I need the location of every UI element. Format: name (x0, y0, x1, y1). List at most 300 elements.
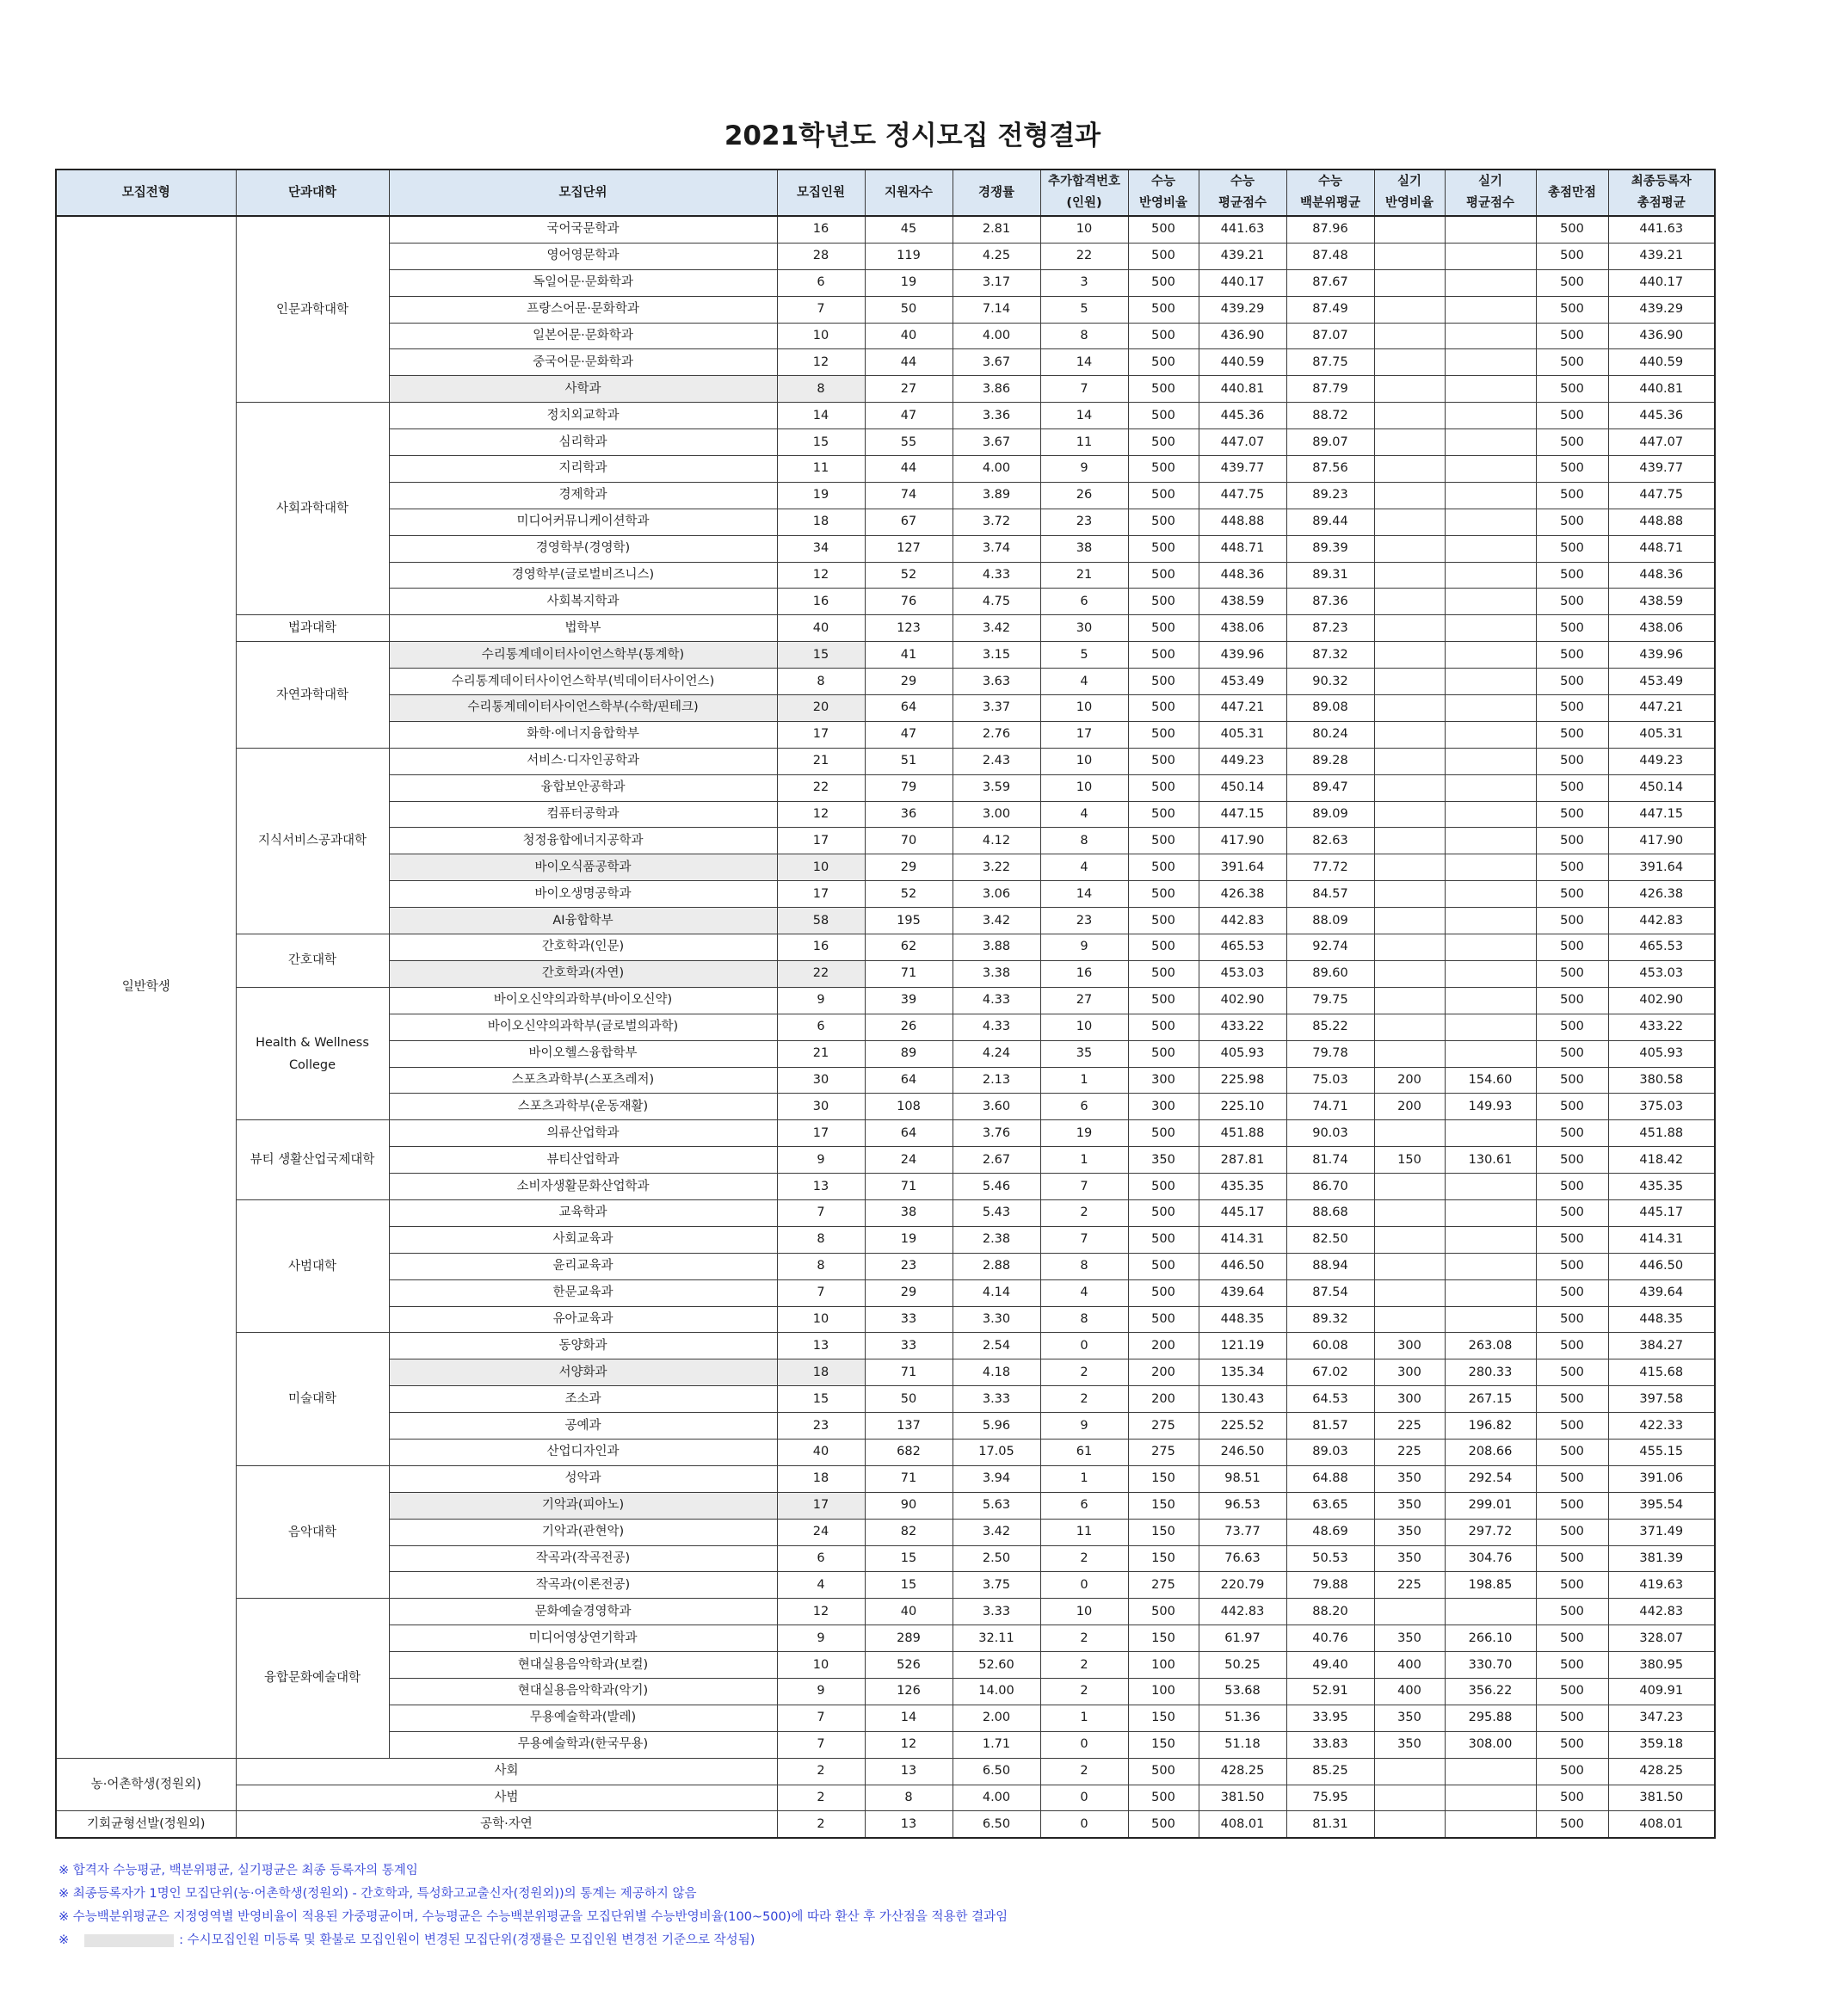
data-cell: 3.33 (953, 1386, 1040, 1413)
data-cell: 500 (1128, 589, 1199, 615)
data-cell: 500 (1128, 642, 1199, 669)
data-cell: 500 (1128, 801, 1199, 828)
data-cell: 51.18 (1199, 1731, 1286, 1758)
data-cell: 447.75 (1199, 482, 1286, 509)
data-cell: 442.83 (1199, 1599, 1286, 1625)
data-cell: 453.03 (1608, 960, 1715, 987)
data-cell: 4.24 (953, 1040, 1040, 1067)
data-cell: 64 (865, 1120, 953, 1147)
data-cell (1445, 376, 1536, 403)
data-cell: 8 (1040, 323, 1128, 349)
data-cell: 465.53 (1199, 934, 1286, 961)
data-cell: 7 (1040, 376, 1128, 403)
recruit-unit-cell: 유아교육과 (389, 1306, 777, 1333)
data-cell: 5.43 (953, 1199, 1040, 1226)
data-cell: 500 (1128, 1040, 1199, 1067)
data-cell: 405.31 (1199, 721, 1286, 748)
data-cell (1445, 828, 1536, 854)
data-cell: 86.70 (1286, 1174, 1374, 1200)
data-cell: 17 (777, 828, 865, 854)
data-cell: 356.22 (1445, 1678, 1536, 1705)
data-cell: 16 (777, 934, 865, 961)
data-cell: 500 (1536, 1067, 1608, 1094)
data-cell: 87.32 (1286, 642, 1374, 669)
data-cell: 500 (1536, 1174, 1608, 1200)
data-cell: 34 (777, 535, 865, 562)
data-cell: 500 (1536, 1811, 1608, 1838)
data-cell: 12 (777, 562, 865, 589)
data-cell (1374, 642, 1445, 669)
data-cell (1445, 1785, 1536, 1811)
data-cell (1445, 695, 1536, 722)
data-cell: 75.95 (1286, 1785, 1374, 1811)
data-cell (1445, 774, 1536, 801)
data-cell: 439.64 (1199, 1279, 1286, 1306)
data-cell: 23 (865, 1253, 953, 1279)
data-cell: 391.64 (1608, 854, 1715, 881)
recruit-unit-cell: 프랑스어문·문화학과 (389, 296, 777, 323)
data-cell: 52.91 (1286, 1678, 1374, 1705)
data-cell: 2 (777, 1785, 865, 1811)
data-cell: 26 (865, 1014, 953, 1040)
data-cell: 121.19 (1199, 1333, 1286, 1359)
data-cell: 17 (777, 1492, 865, 1519)
data-cell: 2.88 (953, 1253, 1040, 1279)
data-cell: 225.10 (1199, 1094, 1286, 1120)
data-cell: 58 (777, 908, 865, 934)
admission-type-cell: 기회균형선발(정원외) (56, 1811, 236, 1838)
table-row (56, 1199, 1715, 1226)
data-cell: 82 (865, 1519, 953, 1545)
data-cell: 4.33 (953, 1014, 1040, 1040)
recruit-unit-cell: 작곡과(이론전공) (389, 1572, 777, 1599)
data-cell: 402.90 (1199, 987, 1286, 1014)
data-cell: 64 (865, 695, 953, 722)
data-cell: 304.76 (1445, 1545, 1536, 1572)
table-row (56, 642, 1715, 669)
data-cell: 4.12 (953, 828, 1040, 854)
data-cell: 1.71 (953, 1731, 1040, 1758)
data-cell: 3.67 (953, 429, 1040, 456)
data-cell: 5.63 (953, 1492, 1040, 1519)
data-cell (1374, 323, 1445, 349)
data-cell: 500 (1536, 535, 1608, 562)
data-cell: 41 (865, 642, 953, 669)
column-header: 실기 평균점수 (1445, 170, 1536, 216)
data-cell: 1 (1040, 1705, 1128, 1731)
data-cell: 88.94 (1286, 1253, 1374, 1279)
data-cell (1374, 1174, 1445, 1200)
recruit-unit-cell: 국어국문학과 (389, 216, 777, 243)
data-cell: 300 (1374, 1386, 1445, 1413)
data-cell: 130.61 (1445, 1147, 1536, 1174)
recruit-unit-cell: 수리통계데이터사이언스학부(통계학) (389, 642, 777, 669)
data-cell: 500 (1536, 721, 1608, 748)
data-cell: 445.36 (1608, 403, 1715, 429)
data-cell (1374, 774, 1445, 801)
data-cell: 88.72 (1286, 403, 1374, 429)
data-cell: 405.93 (1199, 1040, 1286, 1067)
data-cell: 40 (777, 1439, 865, 1465)
data-cell: 4.18 (953, 1359, 1040, 1386)
data-cell: 17 (777, 1120, 865, 1147)
data-cell: 417.90 (1199, 828, 1286, 854)
data-cell: 87.56 (1286, 456, 1374, 483)
data-cell: 74.71 (1286, 1094, 1374, 1120)
recruit-unit-cell: 작곡과(작곡전공) (389, 1545, 777, 1572)
data-cell: 433.22 (1608, 1014, 1715, 1040)
data-cell: 18 (777, 1359, 865, 1386)
data-cell: 500 (1536, 987, 1608, 1014)
data-cell: 500 (1128, 403, 1199, 429)
data-cell: 130.43 (1199, 1386, 1286, 1413)
data-cell: 350 (1374, 1731, 1445, 1758)
data-cell: 3.86 (953, 376, 1040, 403)
data-cell: 447.15 (1608, 801, 1715, 828)
data-cell: 439.21 (1608, 243, 1715, 269)
data-cell: 500 (1536, 1625, 1608, 1652)
data-cell (1445, 1226, 1536, 1253)
data-cell: 275 (1128, 1413, 1199, 1440)
data-cell: 500 (1536, 243, 1608, 269)
data-cell: 10 (1040, 216, 1128, 243)
data-cell: 500 (1128, 1120, 1199, 1147)
data-cell: 3 (1040, 269, 1128, 296)
data-cell: 23 (1040, 509, 1128, 535)
data-cell (1445, 349, 1536, 376)
college-cell: 미술대학 (236, 1333, 389, 1465)
data-cell: 33 (865, 1333, 953, 1359)
data-cell: 300 (1128, 1067, 1199, 1094)
data-cell: 89.09 (1286, 801, 1374, 828)
data-cell: 88.68 (1286, 1199, 1374, 1226)
data-cell: 52 (865, 562, 953, 589)
data-cell: 40 (865, 1599, 953, 1625)
recruit-unit-cell: 정치외교학과 (389, 403, 777, 429)
table-row (56, 1758, 1715, 1785)
data-cell: 200 (1128, 1359, 1199, 1386)
data-cell: 39 (865, 987, 953, 1014)
data-cell (1445, 535, 1536, 562)
data-cell: 500 (1536, 1253, 1608, 1279)
data-cell: 22 (777, 774, 865, 801)
table-body (56, 216, 1715, 1838)
data-cell: 2 (1040, 1386, 1128, 1413)
data-cell: 0 (1040, 1333, 1128, 1359)
data-cell: 422.33 (1608, 1413, 1715, 1440)
data-cell: 2 (777, 1811, 865, 1838)
data-cell: 440.81 (1608, 376, 1715, 403)
data-cell: 5 (1040, 296, 1128, 323)
data-cell: 14.00 (953, 1678, 1040, 1705)
data-cell: 263.08 (1445, 1333, 1536, 1359)
data-cell (1445, 1811, 1536, 1838)
data-cell: 500 (1536, 669, 1608, 695)
data-cell: 8 (777, 1226, 865, 1253)
recruit-unit-cell: 경영학부(글로벌비즈니스) (389, 562, 777, 589)
footnote: ※ 최종등록자가 1명인 모집단위(농·어촌학생(정원외) - 간호학과, 특성화고교출신자(정원외))의 통계는 제공하지 않음 (59, 1887, 697, 1901)
data-cell: 7.14 (953, 296, 1040, 323)
data-cell (1445, 908, 1536, 934)
data-cell (1374, 908, 1445, 934)
data-cell: 225.98 (1199, 1067, 1286, 1094)
data-cell: 16 (777, 589, 865, 615)
data-cell: 300 (1374, 1359, 1445, 1386)
data-cell: 6 (777, 269, 865, 296)
footnote-text: : 수시모집인원 미등록 및 환불로 모집인원이 변경된 모집단위(경쟁률은 모집인원 변경전 기준으로 작성됨) (179, 1933, 755, 1947)
data-cell: 196.82 (1445, 1413, 1536, 1440)
admission-type-cell: 일반학생 (56, 216, 236, 1758)
data-cell: 4.00 (953, 456, 1040, 483)
data-cell: 500 (1128, 960, 1199, 987)
data-cell: 500 (1128, 1279, 1199, 1306)
data-cell: 391.64 (1199, 854, 1286, 881)
data-cell: 150 (1128, 1492, 1199, 1519)
data-cell: 67.02 (1286, 1359, 1374, 1386)
data-cell: 359.18 (1608, 1731, 1715, 1758)
data-cell: 500 (1128, 216, 1199, 243)
data-cell: 51 (865, 748, 953, 774)
data-cell: 8 (1040, 828, 1128, 854)
data-cell: 500 (1128, 429, 1199, 456)
college-cell: 뷰티 생활산업국제대학 (236, 1120, 389, 1200)
data-cell: 15 (777, 642, 865, 669)
data-cell (1445, 403, 1536, 429)
admission-type-cell: 농·어촌학생(정원외) (56, 1758, 236, 1811)
data-cell (1445, 934, 1536, 961)
data-cell: 442.83 (1608, 1599, 1715, 1625)
data-cell: 500 (1536, 615, 1608, 642)
data-cell: 44 (865, 349, 953, 376)
table-row (56, 1811, 1715, 1838)
data-cell: 500 (1536, 1226, 1608, 1253)
recruit-unit-cell: 사회복지학과 (389, 589, 777, 615)
data-cell: 2.00 (953, 1705, 1040, 1731)
data-cell: 12 (865, 1731, 953, 1758)
data-cell: 85.25 (1286, 1758, 1374, 1785)
data-cell: 1 (1040, 1067, 1128, 1094)
data-cell: 11 (1040, 1519, 1128, 1545)
data-cell (1445, 1040, 1536, 1067)
data-cell: 280.33 (1445, 1359, 1536, 1386)
footnote: ※ 수능백분위평균은 지정영역별 반영비율이 적용된 가중평균이며, 수능평균은 수능백분위평균을 모집단위별 수능반영비율(100~500)에 따라 환산 후 가산점을 적용한 결과임 (59, 1910, 1008, 1924)
data-cell: 500 (1536, 960, 1608, 987)
data-cell: 154.60 (1445, 1067, 1536, 1094)
data-cell: 500 (1536, 1279, 1608, 1306)
college-cell: 지식서비스공과대학 (236, 748, 389, 934)
data-cell: 440.59 (1199, 349, 1286, 376)
footnote: ※ 합격자 수능평균, 백분위평균, 실기평균은 최종 등록자의 통계임 (59, 1864, 418, 1877)
data-cell: 3.75 (953, 1572, 1040, 1599)
data-cell: 150 (1128, 1545, 1199, 1572)
data-cell: 500 (1536, 1705, 1608, 1731)
data-cell: 18 (777, 1465, 865, 1492)
table-row (56, 1465, 1715, 1492)
data-cell: 500 (1128, 934, 1199, 961)
data-cell: 52.60 (953, 1652, 1040, 1679)
data-cell: 137 (865, 1413, 953, 1440)
data-cell: 446.50 (1199, 1253, 1286, 1279)
data-cell: 500 (1536, 1014, 1608, 1040)
data-cell: 3.88 (953, 934, 1040, 961)
data-cell: 415.68 (1608, 1359, 1715, 1386)
data-cell: 500 (1536, 1040, 1608, 1067)
data-cell: 150 (1128, 1465, 1199, 1492)
recruit-unit-cell: 서양화과 (389, 1359, 777, 1386)
data-cell: 500 (1128, 243, 1199, 269)
data-cell: 84.57 (1286, 881, 1374, 908)
data-cell: 7 (1040, 1174, 1128, 1200)
data-cell: 89.07 (1286, 429, 1374, 456)
data-cell (1445, 1174, 1536, 1200)
recruit-unit-cell: 바이오신약의과학부(글로벌의과학) (389, 1014, 777, 1040)
data-cell: 408.01 (1199, 1811, 1286, 1838)
data-cell: 16 (777, 216, 865, 243)
data-cell: 500 (1128, 987, 1199, 1014)
data-cell: 500 (1536, 828, 1608, 854)
table-row (56, 1333, 1715, 1359)
data-cell: 275 (1128, 1439, 1199, 1465)
data-cell (1374, 296, 1445, 323)
data-cell: 12 (777, 801, 865, 828)
data-cell: 67 (865, 509, 953, 535)
data-cell: 23 (1040, 908, 1128, 934)
data-cell: 500 (1128, 881, 1199, 908)
data-cell: 405.31 (1608, 721, 1715, 748)
data-cell: 87.07 (1286, 323, 1374, 349)
data-cell: 15 (777, 429, 865, 456)
data-cell: 500 (1536, 429, 1608, 456)
data-cell (1445, 1599, 1536, 1625)
data-cell (1445, 748, 1536, 774)
data-cell: 500 (1128, 695, 1199, 722)
data-cell (1374, 669, 1445, 695)
data-cell: 500 (1128, 349, 1199, 376)
data-cell: 89.08 (1286, 695, 1374, 722)
data-cell: 77.72 (1286, 854, 1374, 881)
data-cell: 328.07 (1608, 1625, 1715, 1652)
data-cell: 3.76 (953, 1120, 1040, 1147)
data-cell (1374, 269, 1445, 296)
data-cell (1374, 349, 1445, 376)
recruit-unit-cell: 사회 (236, 1758, 777, 1785)
data-cell: 33.95 (1286, 1705, 1374, 1731)
data-cell: 402.90 (1608, 987, 1715, 1014)
data-cell: 400 (1374, 1652, 1445, 1679)
data-cell (1374, 615, 1445, 642)
data-cell: 500 (1128, 1014, 1199, 1040)
data-cell: 400 (1374, 1678, 1445, 1705)
data-cell: 439.21 (1199, 243, 1286, 269)
data-cell: 453.03 (1199, 960, 1286, 987)
data-cell: 448.36 (1608, 562, 1715, 589)
data-cell: 33.83 (1286, 1731, 1374, 1758)
data-cell: 500 (1536, 376, 1608, 403)
data-cell: 29 (865, 1279, 953, 1306)
data-cell: 500 (1536, 1785, 1608, 1811)
recruit-unit-cell: 스포츠과학부(스포츠레저) (389, 1067, 777, 1094)
data-cell: 13 (865, 1811, 953, 1838)
data-cell: 90.03 (1286, 1120, 1374, 1147)
data-cell: 350 (1374, 1625, 1445, 1652)
data-cell (1374, 987, 1445, 1014)
data-cell: 13 (865, 1758, 953, 1785)
data-cell (1374, 216, 1445, 243)
recruit-unit-cell: 성악과 (389, 1465, 777, 1492)
data-cell: 4.75 (953, 589, 1040, 615)
data-cell (1374, 1599, 1445, 1625)
recruit-unit-cell: 공예과 (389, 1413, 777, 1440)
data-cell: 11 (1040, 429, 1128, 456)
data-cell: 200 (1374, 1094, 1445, 1120)
recruit-unit-cell: 서비스·디자인공학과 (389, 748, 777, 774)
data-cell: 3.59 (953, 774, 1040, 801)
data-cell: 500 (1128, 748, 1199, 774)
data-cell: 433.22 (1199, 1014, 1286, 1040)
data-cell: 19 (1040, 1120, 1128, 1147)
data-cell: 100 (1128, 1678, 1199, 1705)
data-cell: 85.22 (1286, 1014, 1374, 1040)
data-cell: 2 (1040, 1625, 1128, 1652)
data-cell: 225 (1374, 1413, 1445, 1440)
data-cell: 448.71 (1199, 535, 1286, 562)
college-cell: 사범대학 (236, 1199, 389, 1332)
data-cell: 29 (865, 854, 953, 881)
recruit-unit-cell: 바이오식품공학과 (389, 854, 777, 881)
data-cell: 2.38 (953, 1226, 1040, 1253)
data-cell: 30 (1040, 615, 1128, 642)
data-cell: 7 (1040, 1226, 1128, 1253)
data-cell: 81.74 (1286, 1147, 1374, 1174)
data-cell (1374, 456, 1445, 483)
data-cell: 2 (777, 1758, 865, 1785)
data-cell: 81.31 (1286, 1811, 1374, 1838)
data-cell (1445, 721, 1536, 748)
recruit-unit-cell: AI융합학부 (389, 908, 777, 934)
table-header (56, 170, 1715, 216)
data-cell: 0 (1040, 1731, 1128, 1758)
recruit-unit-cell: 간호학과(인문) (389, 934, 777, 961)
data-cell: 55 (865, 429, 953, 456)
data-cell: 500 (1536, 1572, 1608, 1599)
data-cell: 7 (777, 1199, 865, 1226)
data-cell: 18 (777, 509, 865, 535)
recruit-unit-cell: 무용예술학과(발레) (389, 1705, 777, 1731)
data-cell: 682 (865, 1439, 953, 1465)
data-cell: 7 (777, 296, 865, 323)
data-cell: 439.77 (1199, 456, 1286, 483)
data-cell: 4.33 (953, 562, 1040, 589)
column-header: 실기 반영비율 (1374, 170, 1445, 216)
data-cell: 330.70 (1445, 1652, 1536, 1679)
data-cell: 428.25 (1608, 1758, 1715, 1785)
data-cell: 500 (1128, 296, 1199, 323)
data-cell: 1 (1040, 1465, 1128, 1492)
data-cell: 435.35 (1608, 1174, 1715, 1200)
data-cell (1445, 615, 1536, 642)
data-cell: 500 (1128, 535, 1199, 562)
college-cell: 음악대학 (236, 1465, 389, 1598)
data-cell: 15 (777, 1386, 865, 1413)
data-cell: 20 (777, 695, 865, 722)
data-cell: 442.83 (1199, 908, 1286, 934)
data-cell: 14 (1040, 881, 1128, 908)
data-cell: 81.57 (1286, 1413, 1374, 1440)
data-cell: 500 (1128, 509, 1199, 535)
data-cell: 426.38 (1199, 881, 1286, 908)
data-cell: 89 (865, 1040, 953, 1067)
data-cell: 2 (1040, 1359, 1128, 1386)
